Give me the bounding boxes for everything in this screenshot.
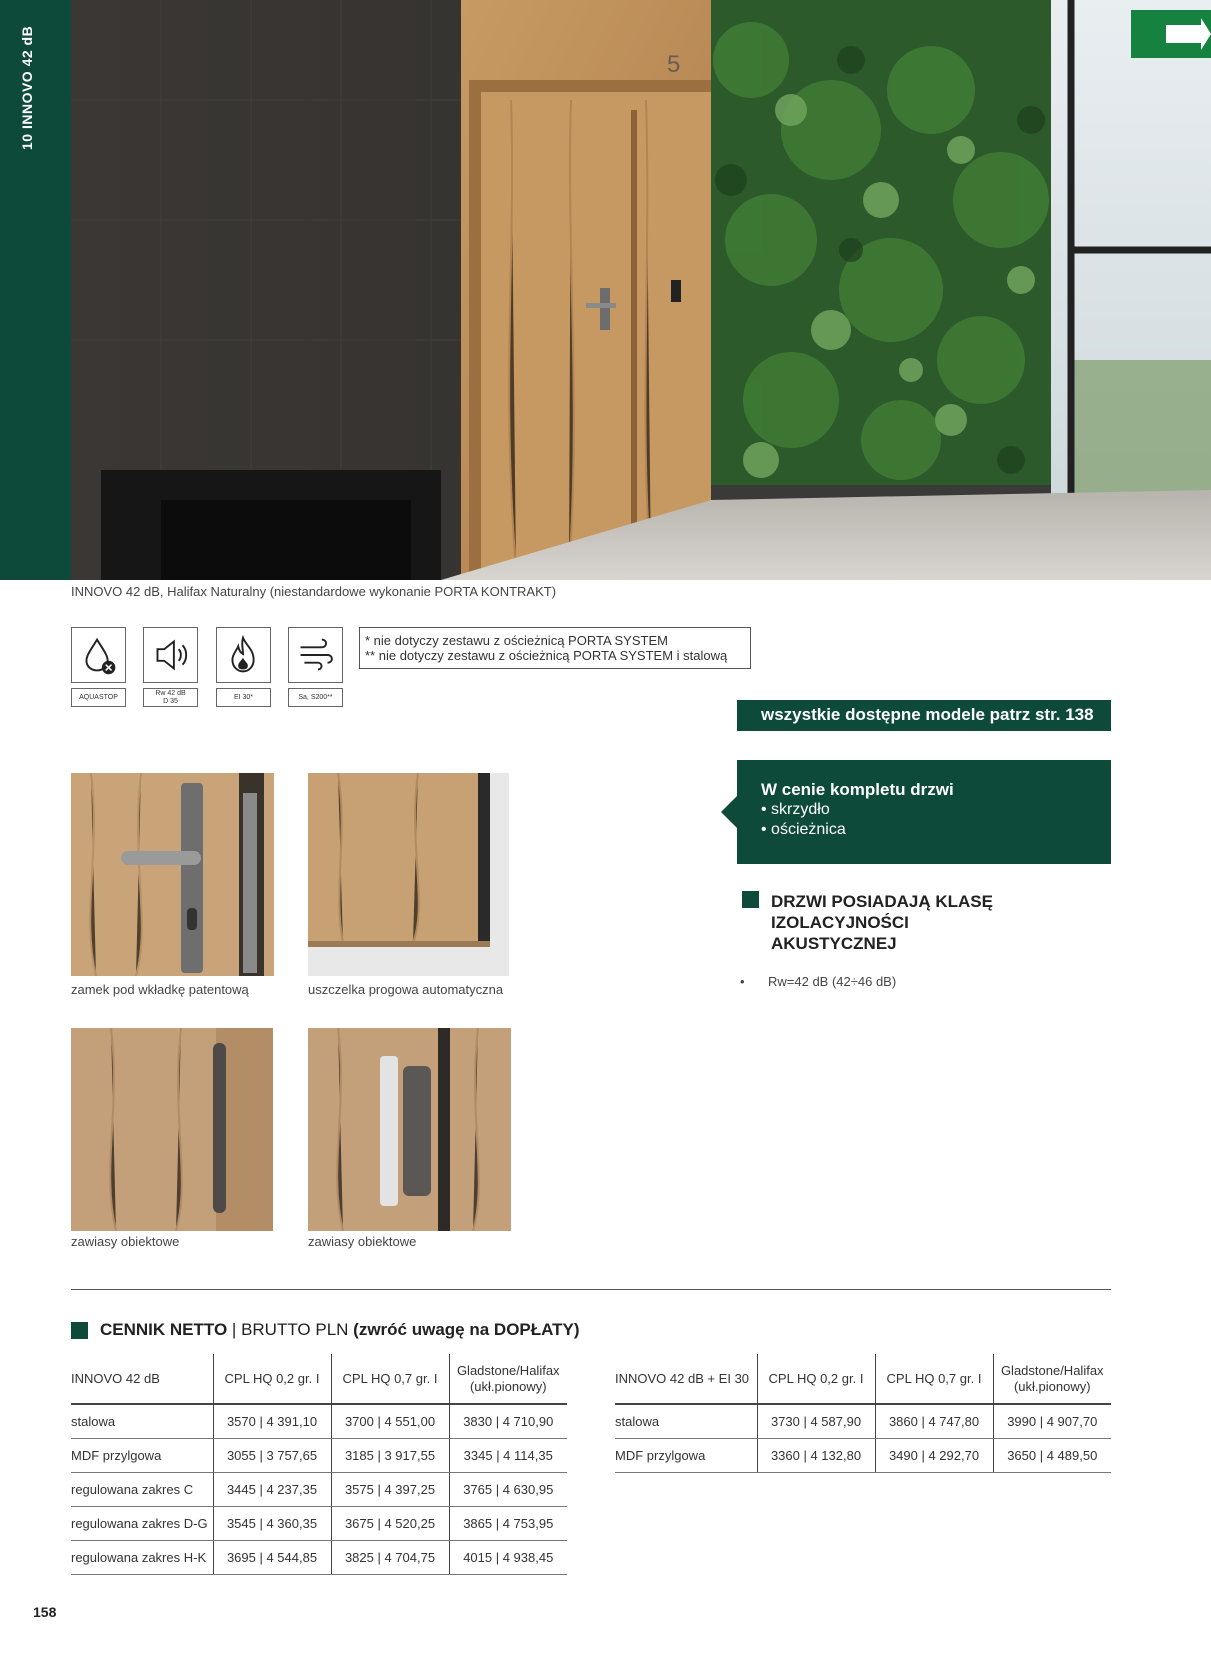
price-includes-title: W cenie kompletu drzwi [761, 780, 954, 799]
table-header: INNOVO 42 dB + EI 30 [615, 1354, 757, 1404]
acoustic-label [143, 688, 198, 707]
table-row [71, 1540, 567, 1574]
table-cell: 3445 | 4 237,35 [213, 1472, 331, 1506]
table-row [615, 1404, 1111, 1438]
table-cell: 3830 | 4 710,90 [449, 1404, 567, 1438]
header-line: Gladstone/Halifax [1000, 1362, 1104, 1378]
detail-caption: zawiasy obiektowe [308, 1234, 417, 1249]
table-row [615, 1438, 1111, 1472]
hinge-photo [71, 1028, 273, 1231]
lock-photo [71, 773, 274, 976]
table-row [71, 1438, 567, 1472]
note-line-2: ** nie dotyczy zestawu z ościeżnicą PORTA SYSTEM i stalową [365, 648, 728, 663]
table-cell: 3345 | 4 114,35 [449, 1438, 567, 1472]
header-line: (ukł.pionowy) [469, 1378, 547, 1394]
table-cell: 3650 | 4 489,50 [993, 1438, 1111, 1472]
header-line: (ukł.pionowy) [1013, 1378, 1091, 1394]
table-cell: 3490 | 4 292,70 [875, 1438, 993, 1472]
table-cell: 3730 | 4 587,90 [757, 1404, 875, 1438]
table-cell: 4015 | 4 938,45 [449, 1540, 567, 1574]
divider [71, 1289, 1111, 1290]
table-cell: MDF przylgowa [615, 1438, 757, 1472]
table-cell: 3695 | 4 544,85 [213, 1540, 331, 1574]
price-table-innovo-42db-ei30 [615, 1354, 1111, 1473]
table-cell: 3700 | 4 551,00 [331, 1404, 449, 1438]
header-line: Gladstone/Halifax [456, 1362, 560, 1378]
pricing-heading-note: (zwróć uwagę na DOPŁATY) [353, 1320, 580, 1339]
table-cell: 3860 | 4 747,80 [875, 1404, 993, 1438]
section-strip [0, 0, 71, 580]
price-includes-item: • ościeżnica [761, 820, 1111, 840]
table-cell: 3675 | 4 520,25 [331, 1506, 449, 1540]
bullet-dot: • [740, 974, 745, 989]
door-number: 5 [667, 51, 681, 78]
threshold-seal-photo [308, 773, 509, 976]
table-cell: 3360 | 4 132,80 [757, 1438, 875, 1472]
hinge-open-photo [308, 1028, 511, 1231]
table-row [71, 1506, 567, 1540]
table-cell: stalowa [71, 1404, 213, 1438]
page-number: 158 [33, 1604, 57, 1620]
section-marker [742, 891, 759, 908]
detail-caption: zamek pod wkładkę patentową [71, 982, 249, 997]
models-banner: wszystkie dostępne modele patrz str. 138 [737, 700, 1111, 731]
table-header-row [615, 1354, 1111, 1404]
price-includes-box [737, 760, 1111, 864]
table-row [71, 1472, 567, 1506]
hero-photo [71, 0, 1211, 580]
notes-box [359, 627, 751, 669]
table-cell: 3990 | 4 907,70 [993, 1404, 1111, 1438]
speaker-icon [144, 628, 197, 682]
water-drop-icon [72, 628, 125, 682]
acoustic-heading: DRZWI POSIADAJĄ KLASĘ IZOLACYJNOŚCI AKUSTYCZNEJ [771, 892, 993, 953]
price-includes-item: • skrzydło [761, 800, 1111, 820]
aquastop-badge [71, 627, 126, 683]
table-cell: 3570 | 4 391,10 [213, 1404, 331, 1438]
acoustic-value [740, 974, 896, 989]
hero-caption: INNOVO 42 dB, Halifax Naturalny (niestandardowe wykonanie PORTA KONTRAKT) [71, 584, 557, 599]
table-cell: regulowana zakres H-K [71, 1540, 213, 1574]
table-header: CPL HQ 0,2 gr. I [213, 1354, 331, 1404]
pricing-heading-rest: | BRUTTO PLN [227, 1320, 354, 1339]
smoke-icon [289, 628, 342, 682]
table-cell: 3765 | 4 630,95 [449, 1472, 567, 1506]
note-line-1: * nie dotyczy zestawu z ościeżnicą PORTA SYSTEM [365, 633, 668, 648]
smoke-badge [288, 627, 343, 683]
table-cell: 3545 | 4 360,35 [213, 1506, 331, 1540]
table-header-row [71, 1354, 567, 1404]
pricing-heading [100, 1320, 580, 1340]
table-row [71, 1404, 567, 1438]
table-cell: MDF przylgowa [71, 1438, 213, 1472]
table-cell: 3575 | 4 397,25 [331, 1472, 449, 1506]
section-label: 10 INNOVO 42 dB [19, 25, 35, 150]
table-header: CPL HQ 0,2 gr. I [757, 1354, 875, 1404]
acoustic-label-line2: D 35 [163, 697, 178, 705]
table-header [449, 1354, 567, 1404]
section-marker [71, 1322, 88, 1339]
smoke-label: Sa, S200** [288, 688, 343, 707]
price-table-innovo-42db [71, 1354, 567, 1575]
table-cell: stalowa [615, 1404, 757, 1438]
acoustic-label-line1: Rw 42 dB [155, 689, 186, 697]
aquastop-label: AQUASTOP [71, 688, 126, 707]
table-header: CPL HQ 0,7 gr. I [875, 1354, 993, 1404]
acoustic-value-text: Rw=42 dB (42÷46 dB) [768, 974, 897, 989]
detail-caption: zawiasy obiektowe [71, 1234, 180, 1249]
pricing-heading-bold: CENNIK NETTO [100, 1320, 228, 1339]
fire-badge [216, 627, 271, 683]
table-header [993, 1354, 1111, 1404]
table-cell: 3185 | 3 917,55 [331, 1438, 449, 1472]
table-cell: 3865 | 4 753,95 [449, 1506, 567, 1540]
table-header: INNOVO 42 dB [71, 1354, 213, 1404]
table-cell: 3825 | 4 704,75 [331, 1540, 449, 1574]
table-cell: regulowana zakres C [71, 1472, 213, 1506]
acoustic-badge [143, 627, 198, 683]
table-header: CPL HQ 0,7 gr. I [331, 1354, 449, 1404]
detail-caption: uszczelka progowa automatyczna [308, 982, 504, 997]
table-cell: 3055 | 3 757,65 [213, 1438, 331, 1472]
flame-icon [217, 628, 270, 682]
table-cell: regulowana zakres D-G [71, 1506, 213, 1540]
fire-label: EI 30* [216, 688, 271, 707]
